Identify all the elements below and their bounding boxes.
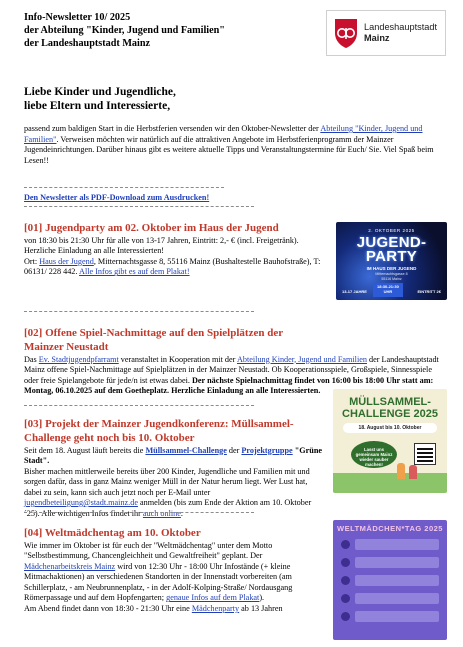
section-02-title-line: [02] Offene Spiel-Nachmittage auf den Spielplätzen der: [24, 327, 284, 339]
section-03: [24, 418, 324, 519]
pdf-download: [24, 193, 209, 204]
muell-dates: 18. August bis 10. Oktober: [343, 423, 437, 433]
section-02-text: Das: [24, 354, 39, 364]
person-illustration: [409, 465, 417, 479]
abteilung-kjf-link[interactable]: Abteilung Kinder, Jugend und Familien: [236, 354, 367, 364]
jugendparty-poster[interactable]: [336, 222, 447, 300]
party-date: 2. OKTOBER 2025: [368, 228, 415, 233]
section-01-text: Ort:: [24, 256, 40, 266]
plakat-link[interactable]: Alle Infos gibt es auf dem Plakat!: [79, 267, 190, 277]
section-04-body: [24, 541, 326, 615]
greeting-line-1: Liebe Kinder und Jugendliche,: [24, 86, 176, 98]
section-04-text: wird von 12:30 Uhr - 18:00 Uhr Infostände (+ kleine Mitmachaktionen) an verschiedenen Standorten in der Innenstadt vorbereiten (am Schillerplatz, - am Neubrunnenplatz, - in der Adolf-Kolping-Straße/ Nordausgang Römerpassage und auf dem Hopfengarten;: [24, 561, 293, 603]
intro-text-2: . Verweisen möchten wir natürlich auf die attraktiven Angebote im Herbstferienprogramm der Mainzer Jugendeinrichtungen. Darüber hinaus gibt es weitere aktuelle Tipps und Veranstaltungstermine für Euch/ Sie. Viel Spaß beim Lesen!!: [24, 134, 434, 165]
party-address-line: 55116 Mainz: [381, 276, 402, 281]
projektgruppe-link[interactable]: Projektgruppe: [241, 445, 293, 455]
section-03-body: [24, 446, 324, 520]
stadtjugendpfarramt-link[interactable]: Ev. Stadtjugendpfarramt: [38, 354, 119, 364]
logo-wordmark: [364, 22, 437, 44]
title-line-3: der Landeshauptstadt Mainz: [24, 38, 151, 50]
section-03-text: Bisher machen mittlerweile bereits über 200 Kinder, Jugendliche und Familien mit und sorgen dafür, dass in ganz Mainz weniger Müll in der Natur herum liegt. Wer Lust hat, dabei zu sein, kann sich auch jetzt noch per E-Mail unter: [24, 466, 310, 497]
section-04-text: ab 13 Jahren: [239, 603, 283, 613]
section-03-text: anmelden (bis zum Ende der Aktion am 10. Oktober ´25). Alle wichtigen Infos findet ihr: [24, 498, 312, 518]
section-02-title: [24, 327, 444, 355]
mainz-coat-of-arms-icon: [333, 17, 359, 49]
info-box: [355, 611, 439, 622]
section-01-text: von 18:30 bis 21:30 Uhr für alle von 13-17 Jahren, Eintritt: 2,- € (incl. Freigetränk). Herzliche Einladung an alle Interessierten!: [24, 235, 299, 256]
info-box: [355, 593, 439, 604]
welt-title: WELTMÄDCHEN*TAG 2025: [337, 524, 443, 533]
section-03-title-line: Challenge geht noch bis 10. Oktober: [24, 431, 195, 444]
muell-title-line: CHALLENGE 2025: [342, 408, 438, 421]
info-box: [355, 575, 439, 586]
party-age: 13-17 JAHRE: [342, 288, 367, 294]
location-pin-icon: [341, 558, 350, 567]
section-03-title-line: [03] Projekt der Mainzer Jugendkonferenz: Müllsammel-: [24, 418, 294, 430]
mainz-logo: [326, 10, 446, 56]
divider: [24, 206, 254, 207]
divider: [24, 311, 254, 312]
section-02-title-line: Mainzer Neustadt: [24, 340, 109, 353]
party-headline-line: JUGEND-: [356, 234, 427, 251]
pdf-download-link[interactable]: Den Newsletter als PDF-Download zum Ausdrucken!: [24, 193, 210, 202]
intro-text-1: passend zum baldigen Start in die Herbstferien versenden wir den Oktober-Newsletter der: [24, 124, 321, 133]
muellsammel-poster[interactable]: [333, 389, 447, 493]
divider: [24, 405, 254, 406]
section-01-body: [24, 236, 329, 278]
location-pin-icon: [341, 540, 350, 549]
muell-title-line: MÜLLSAMMEL-: [349, 396, 431, 408]
muell-bubble: [351, 441, 397, 468]
info-box: [355, 539, 439, 550]
qr-code-icon: [415, 444, 435, 464]
divider: [24, 512, 254, 513]
muell-bubble-line: Lasst uns: [363, 447, 385, 452]
plakat-infos-link[interactable]: genaue Infos auf dem Plakat: [166, 593, 260, 603]
section-03-text: .: [180, 508, 183, 518]
party-entry: EINTRITT 2€: [417, 288, 441, 294]
party-address: [336, 272, 447, 281]
maedchenparty-link[interactable]: Mädchenparty: [191, 603, 240, 613]
divider: [24, 187, 224, 188]
party-time: [373, 283, 403, 297]
party-time-line: UHR: [383, 289, 393, 295]
location-pin-icon: [341, 612, 350, 621]
online-info-link[interactable]: auch online: [142, 508, 181, 518]
grass-illustration: [333, 473, 447, 493]
section-03-text: Seit dem 18. August läuft bereits die: [24, 445, 146, 455]
greeting-line-2: liebe Eltern und Interessierte,: [24, 100, 171, 113]
section-03-text: der: [226, 445, 242, 455]
section-02-text: veranstaltet in Kooperation mit der: [118, 354, 237, 364]
party-time-line: 18:30-21:30: [377, 284, 399, 290]
muell-bubble-line: machen!: [365, 462, 383, 468]
muell-bubble-line: wieder sauber: [359, 457, 389, 463]
location-pin-icon: [341, 594, 350, 603]
haus-der-jugend-link[interactable]: Haus der Jugend: [39, 256, 94, 266]
title-line-2: der Abteilung "Kinder, Jugend und Familien": [24, 25, 225, 37]
email-link[interactable]: jugendbeteiligung@stadt.mainz.de: [24, 498, 138, 507]
party-address-line: Mitternachtsgasse 8: [375, 272, 408, 276]
maedchenarbeitskreis-link[interactable]: Mädchenarbeitskreis Mainz: [24, 561, 116, 571]
logo-line-2: Mainz: [364, 33, 390, 43]
section-04-text: Am Abend findet dann von 18:30 - 21:30 Uhr eine: [24, 603, 192, 613]
logo-line-1: Landeshauptstadt: [364, 21, 438, 32]
person-illustration: [397, 463, 405, 479]
section-04-text: Wie immer im Oktober ist für euch der "Weltmädchentag" unter dem Motto "Selbstbestimmung, Chancengleichheit und Gewaltfreiheit" geplant. Der: [24, 540, 273, 561]
muellsammel-challenge-link[interactable]: Müllsammel-Challenge: [145, 445, 227, 455]
muell-bubble-line: gemeinsam Mainz: [355, 452, 393, 458]
title-line-1: Info-Newsletter 10/ 2025: [24, 12, 131, 23]
intro-paragraph: [24, 124, 444, 166]
party-headline-line: PARTY: [365, 248, 418, 266]
section-02: [24, 327, 444, 397]
section-01: [24, 222, 329, 278]
section-03-text: "Grüne Stadt".: [24, 445, 323, 465]
section-04-text: ).: [259, 593, 265, 603]
party-headline: [336, 236, 447, 265]
section-01-text: , Mitternachtsgasse 8, 55116 Mainz (Bushaltestelle Bauhofstraße), T: 06131/ 228 442.: [24, 256, 321, 277]
section-01-title: [01] Jugendparty am 02. Oktober im Haus der Jugend: [24, 222, 279, 234]
info-box: [355, 557, 439, 568]
section-04: [24, 527, 326, 614]
newsletter-title: [24, 11, 225, 50]
party-place: IM HAUS DER JUGEND: [366, 266, 417, 271]
section-04-title: [04] Weltmädchentag am 10. Oktober: [24, 527, 201, 539]
section-02-text: der Landeshauptstadt Mainz offene Spiel-Nachmittage auf Spielplätzen in der Mainzer Neustadt. Ob Kooperationsspiele, Großspiele, Sinnesspiele oder freie Spielangebote für jede/n ist etwas dabei.: [24, 354, 439, 385]
section-02-highlight: Der nächste Spielnachmittag findet von 16:00 bis 18:00 Uhr statt am: Montag, 06.10.2025 auf dem Goetheplatz. Herzliche Einladung an alle Interessierten.: [24, 375, 434, 395]
greeting: [24, 85, 176, 114]
weltmaedchentag-poster[interactable]: [333, 520, 447, 640]
location-pin-icon: [341, 576, 350, 585]
muell-title: [333, 396, 447, 420]
abteilung-link[interactable]: Abteilung "Kinder, Jugend und Familien": [24, 124, 423, 144]
section-03-title: [24, 418, 324, 446]
